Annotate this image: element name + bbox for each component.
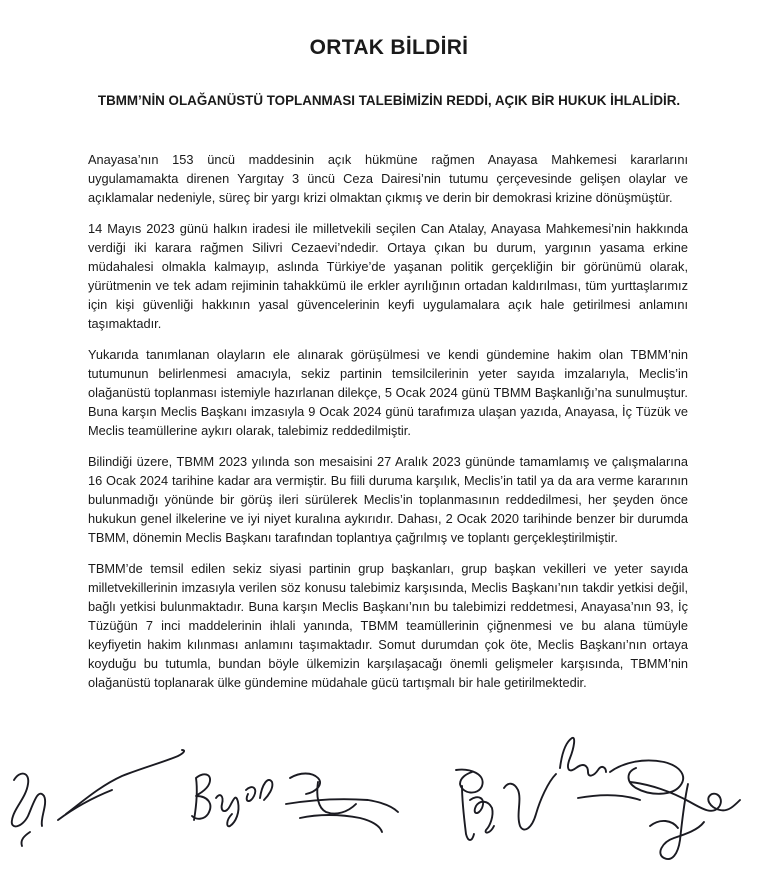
signature-2 bbox=[58, 750, 184, 820]
paragraph-2: 14 Mayıs 2023 günü halkın iradesi ile milletvekili seçilen Can Atalay, Anayasa Mahkemesi’nin hakkında verdiği iki karara rağmen Silivri Cezaevi’ndedir. Ortaya çıkan bu durum, yargının yasama erkine müdahalesi olmakla kalmayıp, aslında Türkiye’de yaşanan politik gerçekliğin bir görünümü olarak, yürütmenin ve tek adam rejiminin tahakkümü ile erkler ayrılığının ortadan kaldırılması, tüm yurttaşlarımız için kişi güvenliği hakkının yasal güvencelerinin keyfi uygulamalara açık hale getirilmesi anlamını taşımaktadır. bbox=[88, 221, 688, 331]
paragraph-4: Bilindiği üzere, TBMM 2023 yılında son mesaisini 27 Aralık 2023 gününde tamamlamış ve çalışmalarına 16 Ocak 2024 tarihine kadar ara vermiştir. Bu fiili duruma karşılık, Meclis’in tatil ya da ara verme kararının bulunmadığı yönünde bir görüş ileri sürülerek Meclis’in toplanmasının reddedilmesi, her şeyden önce hukukun genel ilkelerine ve iyi niyet kuralına aykırıdır. Dahası, 2 Ocak 2020 tarihinde benzer bir durumda TBMM, dönemin Meclis Başkanı tarafından toplantıya çağrılmış ve toplantı gerçekleştirilmiştir. bbox=[88, 454, 688, 545]
paragraph-3: Yukarıda tanımlanan olayların ele alınarak görüşülmesi ve kendi gündemine hakim olan TBMM’nin tutumunun belirlenmesi amacıyla, sekiz partinin temsilcilerinin yeter sayıda imzalarıyla, Meclis’in olağanüstü toplanması istemiyle hazırlanan dilekçe, 5 Ocak 2024 günü TBMM Başkanlığı’na sunulmuştur. Buna karşın Meclis Başkanı imzasıyla 9 Ocak 2024 günü tarafımıza ulaşan yazıda, Anayasa, İç Tüzük ve Meclis teamüllerine aykırı olarak, talebimiz reddedilmiştir. bbox=[88, 347, 688, 438]
document-subtitle: TBMM’NİN OLAĞANÜSTÜ TOPLANMASI TALEBİMİZİN REDDİ, AÇIK BİR HUKUK İHLALİDİR. bbox=[97, 93, 681, 108]
document-title: ORTAK BİLDİRİ bbox=[309, 36, 469, 59]
paragraph-1: Anayasa’nın 153 üncü maddesinin açık hükmüne rağmen Anayasa Mahkemesi kararlarını uygulamamakta direnen Yargıtay 3 üncü Ceza Dairesi’nin tutumu çerçevesinde gelişen olaylar ve açıklamalar nedeniyle, süreç bir yargı krizi olmaktan çıkmış ve derin bir demokrasi krizine dönüşmüştür. bbox=[88, 152, 688, 205]
signature-7 bbox=[630, 782, 740, 859]
signatures-drawing bbox=[0, 722, 778, 892]
paragraph-5: TBMM’de temsil edilen sekiz siyasi partinin grup başkanları, grup başkan vekilleri ve yeter sayıda milletvekillerinin imzasıyla verilen söz konusu talebimiz karşısında, Meclis Başkanı’nın takdir yetkisi değil, bağlı yetkisi bulunmaktadır. Buna karşın Meclis Başkanı’nın bu talebimizi reddetmesi, Anayasa’nın 93, İç Tüzüğün 7 inci maddelerinin ihlali yanında, TBMM teamüllerinin çiğnenmesi ve bu alana tümüyle keyfiyetin hakim kılınması anlamını taşımaktadır. Somut durumdan çok öte, Meclis Başkanı’nın ortaya koyduğu bu tutumla, bundan böyle ülkemizin karşılaşacağı önemli gelişmeler karşısında, TBMM’nin olağanüstü toplanarak ülke gündemine müdahale gücü tartışmalı bir hale getirilmektedir. bbox=[88, 561, 688, 690]
signature-4 bbox=[286, 774, 398, 833]
signature-5 bbox=[456, 770, 556, 840]
signature-1 bbox=[12, 774, 45, 846]
document-body bbox=[88, 150, 688, 704]
signature-3 bbox=[192, 774, 272, 826]
signatures-area bbox=[0, 722, 778, 892]
